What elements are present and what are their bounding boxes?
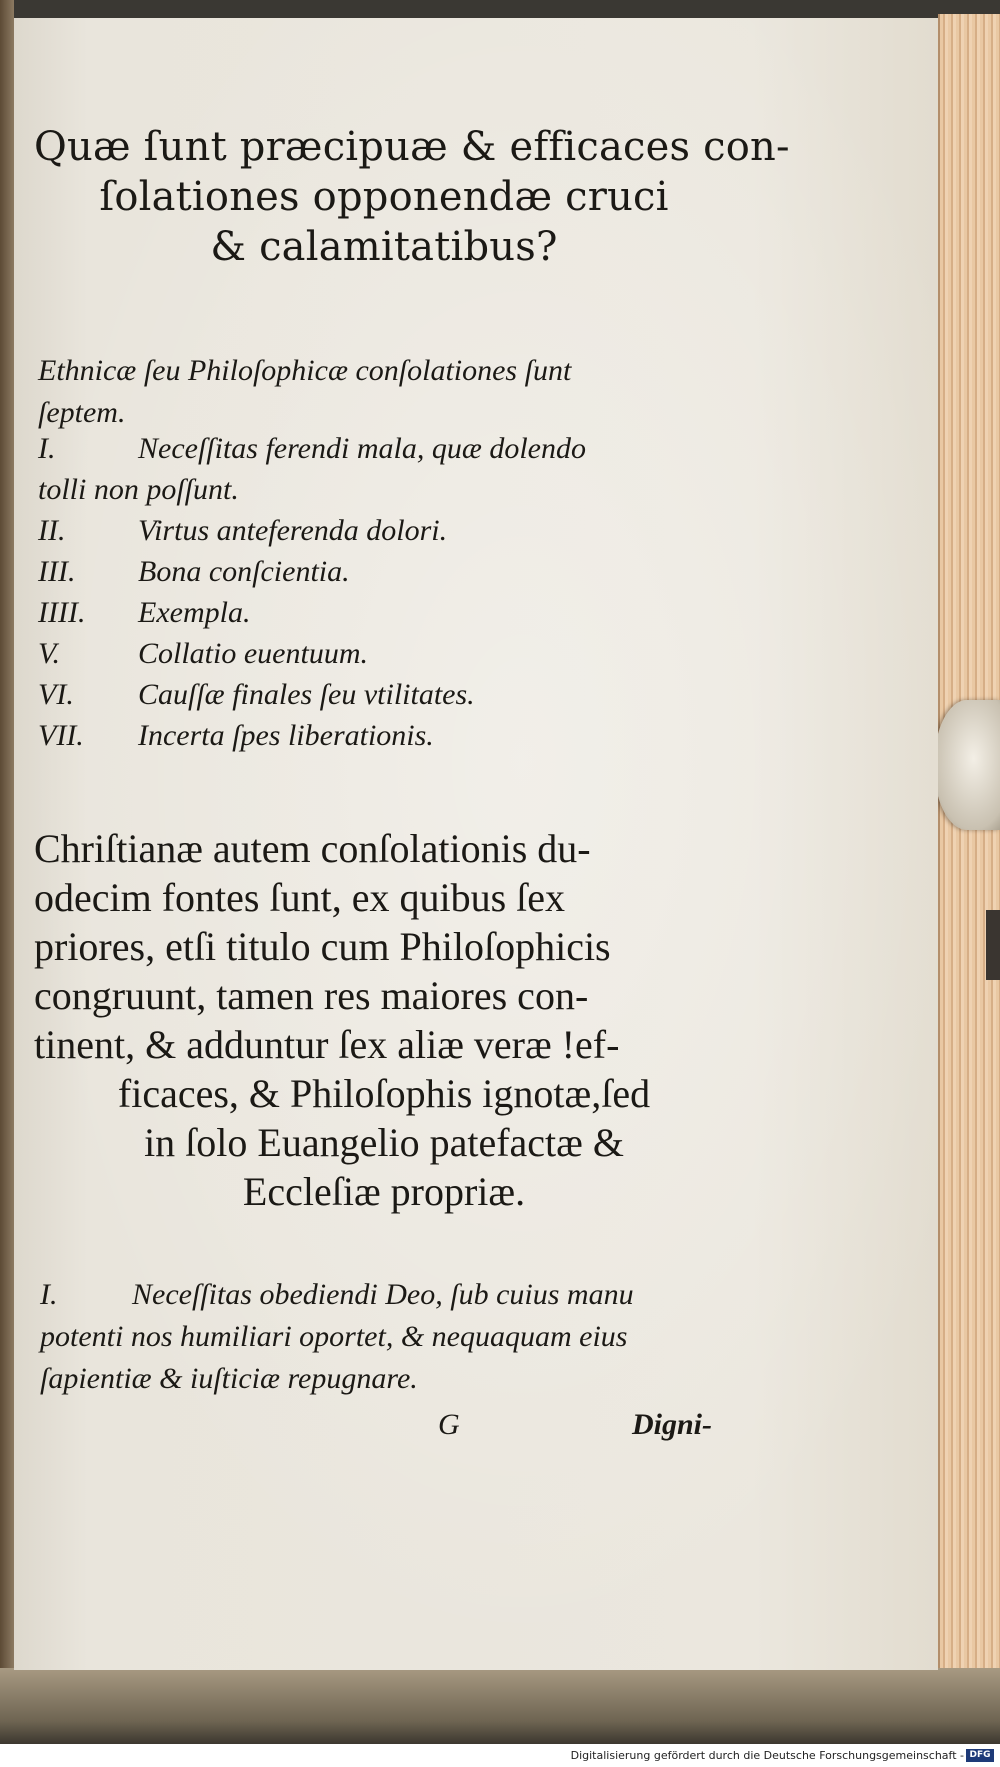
- list-item-text: Cauſſæ finales ſeu vtilitates.: [138, 678, 475, 711]
- list-item-text: Collatio euentuum.: [138, 637, 368, 670]
- list-item-number: V.: [38, 637, 60, 670]
- book-cover-left-edge: [0, 0, 14, 1744]
- item1-row-1: [40, 1274, 740, 1316]
- list-item-number: IIII.: [38, 596, 86, 629]
- christian-consolation-item-1: [40, 1274, 740, 1400]
- paragraph-line: congruunt, tamen res maiores con-: [34, 973, 589, 1018]
- heading-line-3: & calamitatibus?: [210, 224, 558, 270]
- paragraph-line: odecim fontes ſunt, ex quibus ſex: [34, 875, 566, 920]
- heading-line-1: Quæ ſunt præcipuæ & efficaces con-: [34, 124, 790, 170]
- list-item-text: Virtus anteferenda dolori.: [138, 514, 448, 547]
- intro-text: [38, 350, 738, 434]
- paragraph-line: in ſolo Euangelio patefactæ &: [144, 1120, 624, 1165]
- item1-line-2: potenti nos humiliari oportet, & nequaquam eius: [40, 1320, 628, 1353]
- list-item-number: III.: [38, 555, 76, 588]
- footer-credit-text: Digitalisierung gefördert durch die Deutsche Forschungsgemeinschaft -: [570, 1749, 964, 1762]
- list-item-text: tolli non poſſunt.: [38, 473, 239, 506]
- christian-consolations-paragraph: [34, 824, 734, 1216]
- item1-line-3: ſapientiæ & iuſticiæ repugnare.: [40, 1362, 418, 1395]
- item1-number: I.: [40, 1278, 58, 1311]
- paragraph-line: Eccleſiæ propriæ.: [242, 1169, 526, 1214]
- list-item-number: I.: [38, 432, 56, 465]
- item1-line-1: Neceſſitas obediendi Deo, ſub cuius manu: [132, 1278, 634, 1311]
- intro-line-2: ſeptem.: [38, 396, 126, 429]
- list-item-text: Neceſſitas ferendi mala, quæ dolendo: [138, 432, 586, 465]
- paragraph-line: ficaces, & Philoſophis ignotæ,ſed: [117, 1071, 651, 1116]
- intro-line-1: Ethnicæ ſeu Philoſophicæ conſolationes ſunt: [38, 354, 572, 387]
- heading-line-2: ſolationes opponendæ cruci: [99, 174, 669, 220]
- page-edges: [938, 14, 1000, 1684]
- signature-mark: G: [438, 1408, 460, 1441]
- paragraph-line: tinent, & adduntur ſex aliæ veræ !ef-: [34, 1022, 620, 1067]
- bookmark-tab: [986, 910, 1000, 980]
- catchword: Digni-: [632, 1408, 713, 1441]
- book-page: [14, 18, 938, 1670]
- dfg-logo: DFG: [966, 1749, 994, 1762]
- page-heading: [34, 122, 790, 272]
- book-cover-bottom-edge: [0, 1668, 1000, 1744]
- list-item-text: Incerta ſpes liberationis.: [138, 719, 434, 752]
- list-item-number: VI.: [38, 678, 74, 711]
- list-item-text: Exempla.: [138, 596, 251, 629]
- list-item-number: VII.: [38, 719, 84, 752]
- digitization-footer: [0, 1744, 1000, 1767]
- page-clip: [934, 700, 1000, 830]
- paragraph-line: priores, etſi titulo cum Philoſophicis: [34, 924, 611, 969]
- list-item-number: II.: [38, 514, 66, 547]
- paragraph-line: Chriſtianæ autem conſolationis du-: [34, 826, 591, 871]
- list-item-text: Bona conſcientia.: [138, 555, 350, 588]
